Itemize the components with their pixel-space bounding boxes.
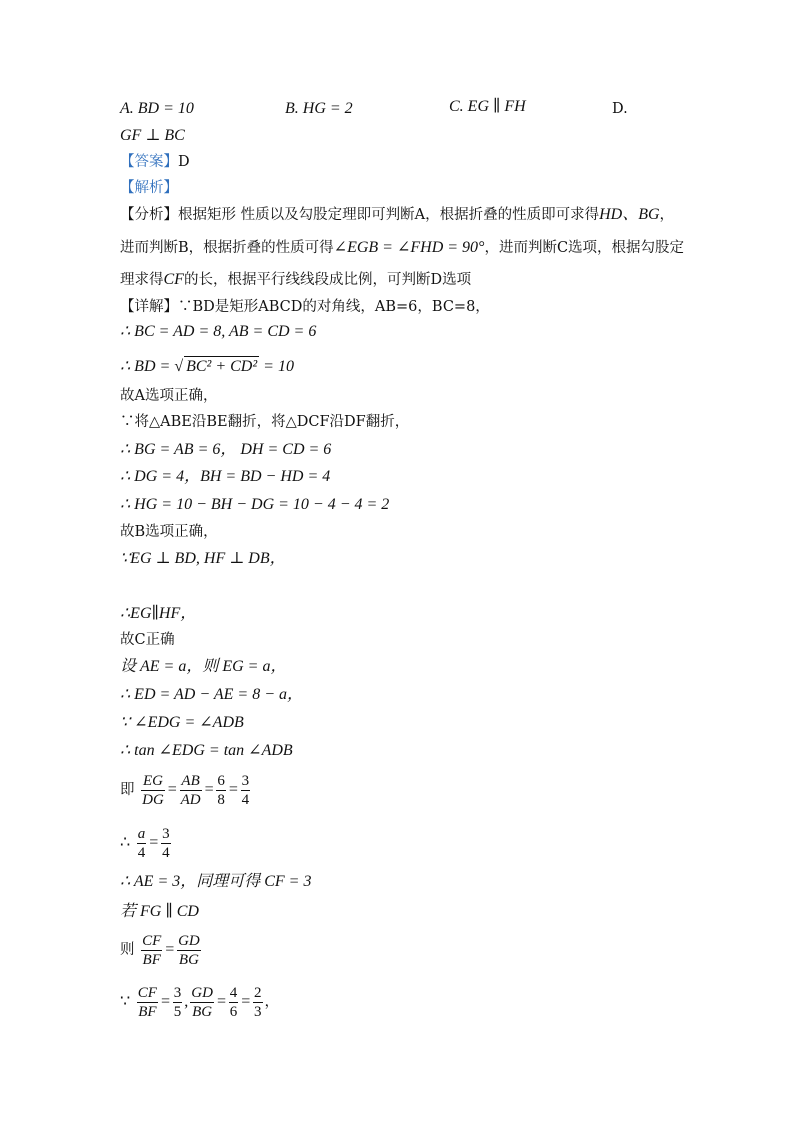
fenxi-text-2a: 进而判断B，根据折叠的性质可得 <box>120 240 334 256</box>
detail-line-11: ∴EG∥HF， <box>120 605 197 622</box>
detail-line-5: ∵将△ABE沿BE翻折，将△DCF沿DF翻折， <box>120 414 410 430</box>
option-d-content: GF ⊥ BC <box>120 127 185 144</box>
equals-sign: = <box>240 993 252 1010</box>
option-c: C. EG ∥ FH <box>449 98 526 115</box>
fraction-ab-ad <box>180 772 202 809</box>
fenxi-text-2b: ，进而判断C选项，根据勾股定 <box>484 240 685 256</box>
equals-sign: = <box>203 781 215 798</box>
denominator: DG <box>142 791 164 808</box>
fraction-2-3 <box>253 984 263 1021</box>
fenxi-math-3: CF <box>163 271 184 288</box>
numerator: a <box>137 825 146 842</box>
fraction-a-4 <box>137 825 147 862</box>
equals-sign: = <box>227 781 239 798</box>
analysis-tag: 【解析】 <box>120 180 178 196</box>
denominator: 4 <box>137 844 146 861</box>
numerator: 3 <box>241 772 250 789</box>
bd-result: = 10 <box>263 358 294 375</box>
fraction-gd-bg <box>190 984 214 1021</box>
fraction-3-5 <box>173 984 183 1021</box>
ze-label: 则 <box>120 942 135 958</box>
detail-line-13: 设 AE = a，则 EG = a， <box>120 658 287 675</box>
denominator: BG <box>178 951 199 968</box>
detail-line-4: 故A选项正确， <box>120 388 218 404</box>
numerator: 4 <box>229 984 238 1001</box>
numerator: 3 <box>162 825 170 842</box>
detail-line-9: 故B选项正确， <box>120 524 218 540</box>
detail-line-7: ∴ DG = 4，BH = BD − HD = 4 <box>120 468 331 485</box>
detail-line-6: ∴ BG = AB = 6， DH = CD = 6 <box>120 441 332 458</box>
bd-lhs: ∴ BD = <box>120 358 171 375</box>
detail-line-17 <box>120 770 252 810</box>
fenxi-math-2: ∠EGB = ∠FHD = 90° <box>333 239 485 256</box>
fenxi-end-1: ， <box>659 207 675 223</box>
denominator: BF <box>138 1003 157 1020</box>
option-b: B. HG = 2 <box>285 100 353 117</box>
numerator: AB <box>181 772 200 789</box>
answer-value: D <box>178 154 190 170</box>
equals-sign: = <box>166 781 178 798</box>
sqrt-radicand: BC² + CD² <box>186 358 258 375</box>
detail-line-14: ∴ ED = AD − AE = 8 − a， <box>120 686 303 703</box>
detail-line-12: 故C正确 <box>120 632 175 648</box>
answer-tag: 【答案】 <box>120 154 178 170</box>
denominator: BF <box>142 951 161 968</box>
option-a: A. BD = 10 <box>120 100 194 117</box>
fraction-eg-dg <box>141 772 165 809</box>
detail-text-1: ∵BD是矩形ABCD的对角线，AB=6，BC=8， <box>178 299 490 315</box>
equals-sign: = <box>164 941 176 958</box>
numerator: 6 <box>217 772 225 789</box>
fenxi-tag: 【分析】 <box>120 207 178 223</box>
therefore-symbol: ∴ <box>120 834 131 851</box>
ji-label: 即 <box>120 782 135 798</box>
detail-line-21 <box>120 930 203 970</box>
fraction-gd-bg <box>177 932 201 969</box>
denominator: 6 <box>229 1003 238 1020</box>
detail-line-15: ∵ ∠EDG = ∠ADB <box>120 714 244 731</box>
detail-line-3 <box>120 356 294 377</box>
denominator: 8 <box>217 791 225 808</box>
denominator: 4 <box>241 791 250 808</box>
comma: , <box>184 993 189 1010</box>
equals-sign: = <box>215 993 227 1010</box>
denominator: AD <box>180 791 201 808</box>
option-d: D. <box>612 101 628 117</box>
fenxi-text-3b: 的长，根据平行线线段成比例，可判断D选项 <box>183 272 472 288</box>
denominator: 5 <box>173 1003 182 1020</box>
fraction-4-6 <box>229 984 239 1021</box>
fraction-3-4 <box>161 825 171 862</box>
fraction-3-4 <box>241 772 251 809</box>
sqrt-sign: √ <box>174 358 184 375</box>
fenxi-text-3a: 理求得 <box>120 272 164 288</box>
detail-line-22 <box>120 982 279 1022</box>
numerator: 2 <box>254 984 262 1001</box>
numerator: CF <box>137 984 157 1001</box>
analysis-line <box>120 178 178 198</box>
fraction-cf-bf <box>141 932 162 969</box>
detail-line-19: ∴ AE = 3，同理可得 CF = 3 <box>120 873 312 890</box>
detail-tag: 【详解】 <box>120 299 178 315</box>
detail-line-8: ∴ HG = 10 − BH − DG = 10 − 4 − 4 = 2 <box>120 496 390 513</box>
numerator: EG <box>142 772 163 789</box>
denominator: 3 <box>254 1003 262 1020</box>
fraction-cf-bf <box>137 984 158 1021</box>
equals-sign: = <box>159 993 171 1010</box>
answer-line <box>120 152 190 172</box>
detail-line-20: 若 FG ∥ CD <box>120 903 199 920</box>
numerator: CF <box>142 932 162 949</box>
because-symbol: ∵ <box>120 993 131 1010</box>
line-end-comma: ， <box>264 994 280 1010</box>
detail-line-10: ∵EG ⊥ BD, HF ⊥ DB， <box>120 550 286 567</box>
analysis-line-3 <box>120 270 471 290</box>
equals-sign: = <box>148 834 160 851</box>
denominator: 4 <box>162 844 170 861</box>
analysis-line-2 <box>120 238 684 258</box>
detail-line-1 <box>120 297 490 317</box>
fenxi-text-1: 根据矩形 性质以及勾股定理即可判断A，根据折叠的性质即可求得 <box>178 207 600 223</box>
detail-line-16: ∴ tan ∠EDG = tan ∠ADB <box>120 742 293 759</box>
numerator: 3 <box>173 984 182 1001</box>
denominator: BG <box>192 1003 213 1020</box>
numerator: GD <box>178 932 200 949</box>
numerator: GD <box>191 984 213 1001</box>
fenxi-math-1: HD、BG <box>599 206 660 223</box>
detail-line-18 <box>120 823 173 863</box>
detail-line-2: ∴ BC = AD = 8, AB = CD = 6 <box>120 323 317 340</box>
fraction-6-8 <box>216 772 226 809</box>
analysis-line-1 <box>120 205 674 225</box>
